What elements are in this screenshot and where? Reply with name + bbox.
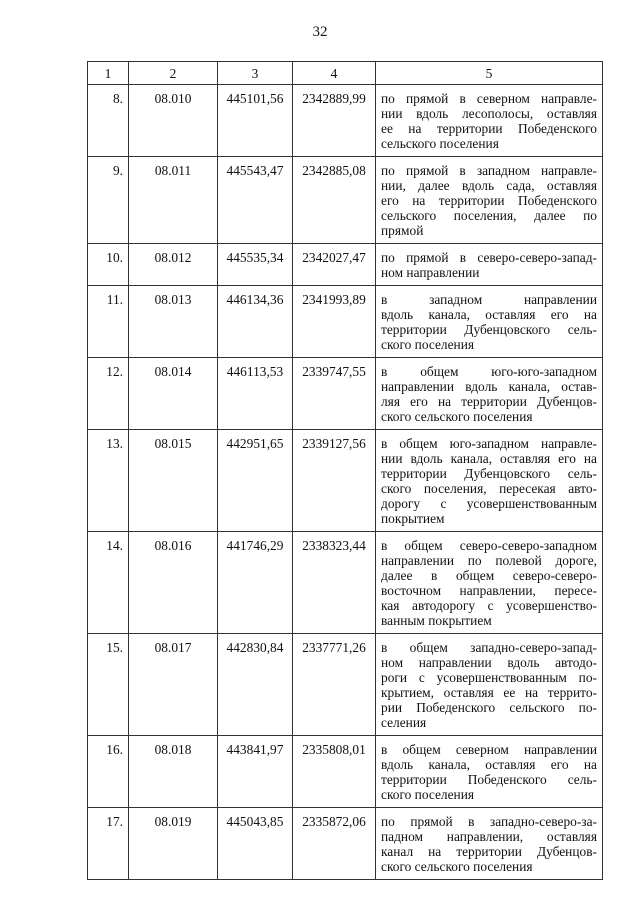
- description-line: нии вдоль лесополосы, оставляя: [381, 106, 597, 121]
- boundary-description-cell: [376, 85, 603, 157]
- description-line: селения: [381, 715, 427, 730]
- x-coordinate-cell: 445535,34: [218, 244, 293, 286]
- boundary-description-cell: [376, 358, 603, 430]
- row-number-cell: 15.: [88, 634, 129, 736]
- column-header-2: 2: [129, 62, 218, 85]
- boundary-description-cell: [376, 808, 603, 880]
- description-line: территории Победенского сель-: [381, 772, 597, 787]
- x-coordinate-cell: 445543,47: [218, 157, 293, 244]
- boundary-description-cell: [376, 430, 603, 532]
- y-coordinate-cell: 2342027,47: [293, 244, 376, 286]
- description-line: нии, далее вдоль сада, оставляя: [381, 178, 597, 193]
- description-line: вдоль канала, оставляя его на: [381, 307, 597, 322]
- y-coordinate-cell: 2339747,55: [293, 358, 376, 430]
- y-coordinate-cell: 2335808,01: [293, 736, 376, 808]
- boundary-description-cell: [376, 634, 603, 736]
- row-number-cell: 8.: [88, 85, 129, 157]
- description-line: территории Дубенцовского сель-: [381, 322, 597, 337]
- description-line: направлении по полевой дороге,: [381, 553, 597, 568]
- description-line: сельского поселения: [381, 136, 499, 151]
- description-line: канал на территории Дубенцов-: [381, 844, 597, 859]
- y-coordinate-cell: 2338323,44: [293, 532, 376, 634]
- point-code-cell: 08.012: [129, 244, 218, 286]
- description-line: роги с усовершенствованным по-: [381, 670, 597, 685]
- description-line: по прямой в западном направле-: [381, 163, 597, 178]
- y-coordinate-cell: 2342885,08: [293, 157, 376, 244]
- description-line: кая автодорогу с усовершенство-: [381, 598, 597, 613]
- description-line: ном направлении вдоль автодо-: [381, 655, 597, 670]
- column-header-5: 5: [376, 62, 603, 85]
- description-line: рии Победенского сельского по-: [381, 700, 597, 715]
- table-row: [88, 358, 603, 430]
- description-line: ского поселения: [381, 337, 475, 352]
- boundary-description-cell: [376, 244, 603, 286]
- row-number-cell: 17.: [88, 808, 129, 880]
- x-coordinate-cell: 443841,97: [218, 736, 293, 808]
- description-line: по прямой в западно-северо-за-: [381, 814, 597, 829]
- description-line: ского поселения: [381, 787, 475, 802]
- description-line: вдоль канала, оставляя его на: [381, 757, 597, 772]
- description-line: в западном направлении: [381, 292, 597, 307]
- description-line: по прямой в северо-северо-запад-: [381, 250, 597, 265]
- boundary-description-cell: [376, 157, 603, 244]
- y-coordinate-cell: 2335872,06: [293, 808, 376, 880]
- table-row: [88, 430, 603, 532]
- x-coordinate-cell: 441746,29: [218, 532, 293, 634]
- point-code-cell: 08.016: [129, 532, 218, 634]
- description-line: далее в общем северо-северо-: [381, 568, 597, 583]
- description-line: восточном направлении, пересе-: [381, 583, 597, 598]
- x-coordinate-cell: 446134,36: [218, 286, 293, 358]
- boundary-description-cell: [376, 286, 603, 358]
- y-coordinate-cell: 2341993,89: [293, 286, 376, 358]
- boundary-description-cell: [376, 736, 603, 808]
- table-row: [88, 244, 603, 286]
- column-header-1: 1: [88, 62, 129, 85]
- row-number-cell: 11.: [88, 286, 129, 358]
- x-coordinate-cell: 442951,65: [218, 430, 293, 532]
- point-code-cell: 08.018: [129, 736, 218, 808]
- y-coordinate-cell: 2342889,99: [293, 85, 376, 157]
- description-line: покрытием: [381, 511, 445, 526]
- point-code-cell: 08.011: [129, 157, 218, 244]
- row-number-cell: 10.: [88, 244, 129, 286]
- x-coordinate-cell: 445101,56: [218, 85, 293, 157]
- y-coordinate-cell: 2337771,26: [293, 634, 376, 736]
- description-line: в общем западно-северо-запад-: [381, 640, 597, 655]
- table-row: [88, 532, 603, 634]
- description-line: его на территории Победенского: [381, 193, 597, 208]
- description-line: направлении вдоль канала, остав-: [381, 379, 597, 394]
- description-line: в общем северо-северо-западном: [381, 538, 597, 553]
- description-line: ном направлении: [381, 265, 480, 280]
- row-number-cell: 9.: [88, 157, 129, 244]
- row-number-cell: 12.: [88, 358, 129, 430]
- table-row: [88, 808, 603, 880]
- description-line: крытием, оставляя ее на террито-: [381, 685, 597, 700]
- table-header-row: [88, 62, 603, 85]
- description-line: территории Дубенцовского сель-: [381, 466, 597, 481]
- table-row: [88, 286, 603, 358]
- point-code-cell: 08.017: [129, 634, 218, 736]
- row-number-cell: 13.: [88, 430, 129, 532]
- point-code-cell: 08.019: [129, 808, 218, 880]
- y-coordinate-cell: 2339127,56: [293, 430, 376, 532]
- description-line: в общем юго-западном направле-: [381, 436, 597, 451]
- table-row: [88, 736, 603, 808]
- description-line: сельского поселения, далее по: [381, 208, 597, 223]
- description-line: по прямой в северном направле-: [381, 91, 597, 106]
- point-code-cell: 08.010: [129, 85, 218, 157]
- description-line: ского сельского поселения: [381, 409, 533, 424]
- description-line: в общем юго-юго-западном: [381, 364, 597, 379]
- column-header-3: 3: [218, 62, 293, 85]
- description-line: дорогу с усовершенствованным: [381, 496, 597, 511]
- description-line: падном направлении, оставляя: [381, 829, 597, 844]
- x-coordinate-cell: 445043,85: [218, 808, 293, 880]
- row-number-cell: 16.: [88, 736, 129, 808]
- description-line: ее на территории Победенского: [381, 121, 597, 136]
- row-number-cell: 14.: [88, 532, 129, 634]
- description-line: ского поселения, пересекая авто-: [381, 481, 597, 496]
- point-code-cell: 08.015: [129, 430, 218, 532]
- table-row: [88, 634, 603, 736]
- description-line: ванным покрытием: [381, 613, 492, 628]
- description-line: в общем северном направлении: [381, 742, 597, 757]
- description-line: ского сельского поселения: [381, 859, 533, 874]
- description-line: ляя его на территории Дубенцов-: [381, 394, 597, 409]
- page-number: 32: [312, 24, 328, 40]
- boundary-description-cell: [376, 532, 603, 634]
- table-row: [88, 157, 603, 244]
- boundary-points-table: [87, 61, 603, 880]
- point-code-cell: 08.014: [129, 358, 218, 430]
- column-header-4: 4: [293, 62, 376, 85]
- table-body: [88, 85, 603, 880]
- table-row: [88, 85, 603, 157]
- x-coordinate-cell: 446113,53: [218, 358, 293, 430]
- x-coordinate-cell: 442830,84: [218, 634, 293, 736]
- description-line: нии вдоль канала, оставляя его на: [381, 451, 597, 466]
- description-line: прямой: [381, 223, 424, 238]
- point-code-cell: 08.013: [129, 286, 218, 358]
